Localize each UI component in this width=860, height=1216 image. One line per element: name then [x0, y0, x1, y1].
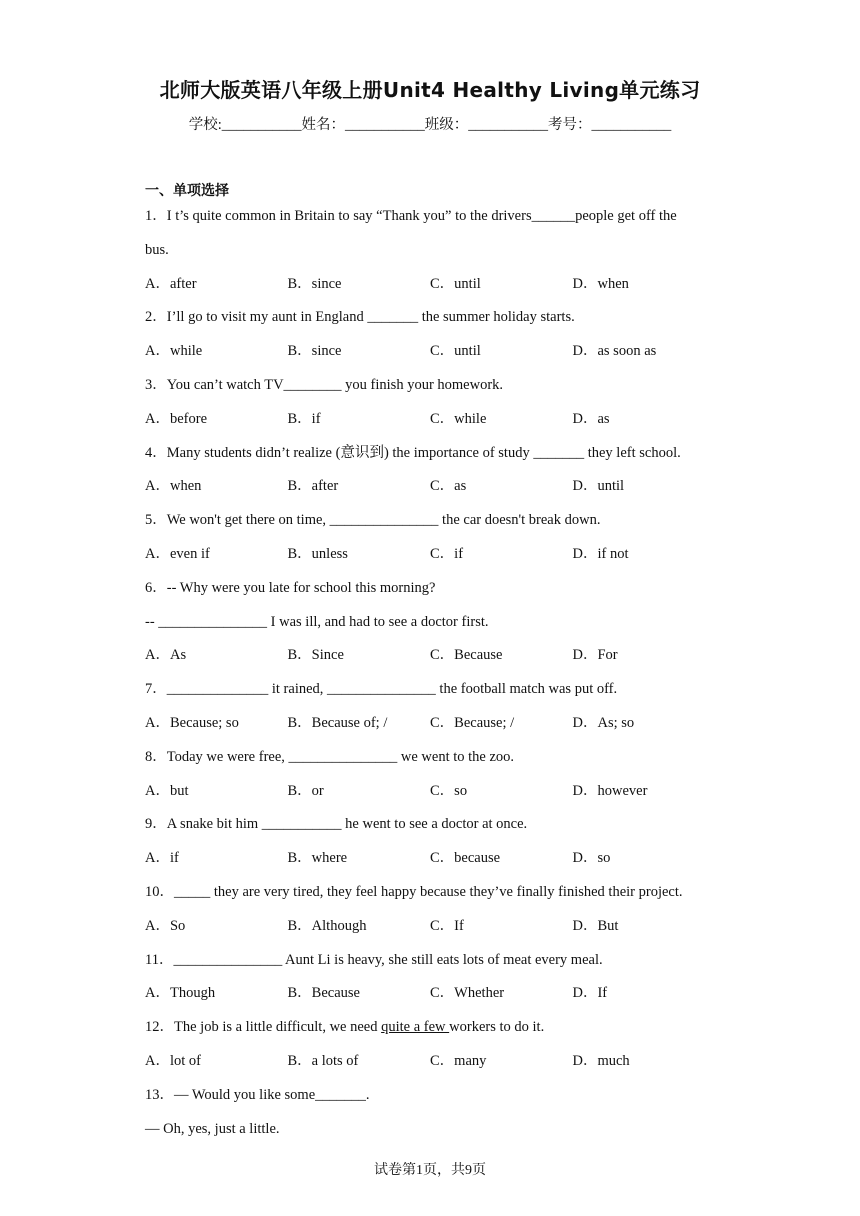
- option-d[interactable]: D．however: [572, 782, 648, 799]
- answer-options: [145, 775, 715, 809]
- answer-options: [145, 335, 715, 369]
- answer-options: [145, 470, 715, 504]
- option-a[interactable]: A．Because; so: [145, 714, 239, 731]
- option-d[interactable]: D．until: [572, 478, 625, 495]
- question: [145, 673, 715, 741]
- option-a[interactable]: A．So: [145, 917, 186, 934]
- question-text: — Oh, yes, just a little.: [145, 1120, 280, 1137]
- question-text: 1．I t’s quite common in Britain to say “Thank you” to the drivers______people get off the: [145, 208, 677, 224]
- option-c[interactable]: C．until: [430, 343, 481, 360]
- option-c[interactable]: C．so: [430, 782, 468, 799]
- option-d[interactable]: D．as soon as: [572, 343, 657, 360]
- option-b[interactable]: B．if: [287, 410, 321, 427]
- option-b[interactable]: B．Since: [287, 647, 344, 664]
- question: [145, 572, 715, 673]
- question-text-start: 12．The job is a little difficult, we need: [145, 1019, 382, 1036]
- option-d[interactable]: D．much: [572, 1052, 630, 1069]
- option-b[interactable]: B．Because: [287, 985, 360, 1002]
- question: [145, 504, 715, 572]
- option-a[interactable]: A．even if: [145, 545, 210, 562]
- option-d[interactable]: D．For: [572, 647, 618, 664]
- question-text: 5．We won't get there on time, _______________ the car doesn't break down.: [145, 512, 601, 529]
- option-b[interactable]: B．Although: [287, 917, 367, 934]
- option-c[interactable]: C．Because; /: [430, 714, 515, 731]
- option-a[interactable]: A．As: [145, 647, 187, 664]
- answer-options: [145, 842, 715, 876]
- option-a[interactable]: A．after: [145, 275, 197, 292]
- answer-options: [145, 1045, 715, 1079]
- option-c[interactable]: C．because: [430, 850, 501, 867]
- option-a[interactable]: A．Though: [145, 985, 216, 1002]
- question: [145, 876, 715, 944]
- option-a[interactable]: A．before: [145, 410, 208, 427]
- page-title: 北师大版英语八年级上册Unit4 Healthy Living单元练习: [159, 78, 701, 102]
- option-a[interactable]: A．if: [145, 850, 179, 867]
- question-text: 8．Today we were free, _______________ we went to the zoo.: [145, 748, 515, 765]
- option-c[interactable]: C．as: [430, 478, 467, 495]
- question: [145, 808, 715, 876]
- option-c[interactable]: C．while: [430, 410, 487, 427]
- question: [145, 437, 715, 505]
- answer-options: [145, 707, 715, 741]
- question: [145, 200, 715, 301]
- question-text-end: workers to do it.: [449, 1019, 545, 1036]
- question-text: 2．I’ll go to visit my aunt in England _______ the summer holiday starts.: [145, 309, 575, 326]
- option-c[interactable]: C．many: [430, 1052, 487, 1069]
- option-a[interactable]: A．lot of: [145, 1052, 201, 1069]
- answer-options: [145, 910, 715, 944]
- page-footer: 试卷第1页，共9页: [374, 1163, 486, 1178]
- question: [145, 301, 715, 369]
- option-b[interactable]: B．or: [287, 782, 324, 799]
- option-d[interactable]: D．If: [572, 985, 608, 1002]
- option-b[interactable]: B．since: [287, 275, 342, 292]
- option-c[interactable]: C．If: [430, 917, 464, 934]
- question-text: 9．A snake bit him ___________ he went to see a doctor at once.: [145, 816, 528, 833]
- answer-options: [145, 538, 715, 572]
- question-text: [145, 1011, 715, 1045]
- question-text: 3．You can’t watch TV________ you finish your homework.: [145, 376, 504, 393]
- answer-options: [145, 403, 715, 437]
- question: [145, 369, 715, 437]
- option-a[interactable]: A．but: [145, 782, 189, 799]
- option-b[interactable]: B．where: [287, 850, 348, 867]
- option-b[interactable]: B．a lots of: [287, 1052, 359, 1069]
- option-a[interactable]: A．when: [145, 478, 202, 495]
- question-text: bus.: [145, 241, 169, 258]
- option-d[interactable]: D．when: [572, 275, 629, 292]
- option-b[interactable]: B．Because of; /: [287, 714, 388, 731]
- question-text: 4．Many students didn’t realize (意识到) the importance of study _______ they left school.: [145, 444, 681, 461]
- option-b[interactable]: B．unless: [287, 545, 348, 562]
- option-c[interactable]: C．until: [430, 275, 481, 292]
- option-d[interactable]: D．so: [572, 850, 611, 867]
- question: [145, 1011, 715, 1079]
- student-info-line: 学校:___________姓名：___________班级：___________考号：___________: [188, 117, 672, 133]
- question: [145, 944, 715, 1012]
- option-c[interactable]: C．Whether: [430, 985, 505, 1002]
- question-text: 13．— Would you like some_______.: [145, 1086, 370, 1103]
- answer-options: [145, 268, 715, 302]
- option-d[interactable]: D．But: [572, 917, 619, 934]
- question-text: 6．-- Why were you late for school this morning?: [145, 579, 436, 596]
- option-b[interactable]: B．after: [287, 478, 339, 495]
- option-d[interactable]: D．if not: [572, 545, 629, 562]
- question-text: -- _______________ I was ill, and had to see a doctor first.: [145, 613, 489, 630]
- section-heading: 一、单项选择: [145, 183, 229, 199]
- option-b[interactable]: B．since: [287, 343, 342, 360]
- option-d[interactable]: D．As; so: [572, 714, 635, 731]
- question-text: 11．_______________ Aunt Li is heavy, she still eats lots of meat every meal.: [145, 951, 603, 968]
- question: [145, 1079, 715, 1147]
- question-text: 10．_____ they are very tired, they feel happy because they’ve finally finished their project.: [145, 883, 683, 900]
- option-d[interactable]: D．as: [572, 410, 610, 427]
- option-c[interactable]: C．if: [430, 545, 464, 562]
- option-c[interactable]: C．Because: [430, 647, 503, 664]
- option-a[interactable]: A．while: [145, 343, 203, 360]
- answer-options: [145, 977, 715, 1011]
- question-text: 7．______________ it rained, _______________ the football match was put off.: [145, 681, 618, 698]
- answer-options: [145, 639, 715, 673]
- underlined-phrase: quite a few: [381, 1019, 450, 1036]
- question-list: [145, 200, 715, 1146]
- question: [145, 741, 715, 809]
